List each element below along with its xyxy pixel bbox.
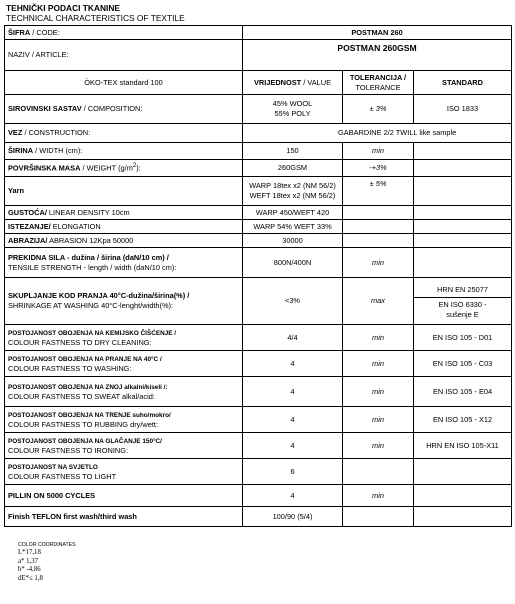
row-yarn	[5, 177, 512, 206]
rubbing-tolerance: min	[343, 407, 414, 433]
weight-label: POVRŠINSKA MASA / WEIGHT $(g/m^2)$:	[5, 160, 243, 177]
sweat-tolerance: min	[343, 377, 414, 407]
pilling-tolerance: min	[343, 485, 414, 507]
row-abrasion	[5, 234, 512, 248]
ironing-standard: HRN EN ISO 105-X11	[414, 433, 512, 459]
row-pilling	[5, 485, 512, 507]
tensile-tolerance: min	[343, 248, 414, 278]
washing-standard: EN ISO 105 - C03	[414, 351, 512, 377]
standard-header: STANDARD	[414, 71, 512, 95]
oeko-tex-header: ÖKO-TEX standard 100	[5, 71, 243, 95]
color-coordinates	[18, 542, 76, 583]
ironing-value: 4	[243, 433, 343, 459]
width-label: ŠIRINA / WIDTH (cm):	[5, 143, 243, 160]
yarn-value: WARP 18tex x2 (NM 56/2) WEFT 18tex x2 (NM 56/2)	[243, 177, 343, 206]
dry-cleaning-standard: EN ISO 105 - D01	[414, 325, 512, 351]
article-value: POSTMAN 260GSM	[337, 43, 417, 53]
washing-value: 4	[243, 351, 343, 377]
teflon-value: 100/90 (5/4)	[243, 507, 343, 527]
row-shrinkage	[5, 278, 512, 325]
row-light	[5, 459, 512, 485]
code-value: POSTMAN 260	[243, 26, 512, 40]
light-value: 6	[243, 459, 343, 485]
row-composition	[5, 95, 512, 124]
weight-tolerance: -+3%	[343, 160, 414, 177]
row-density	[5, 206, 512, 220]
dry-cleaning-tolerance: min	[343, 325, 414, 351]
ironing-tolerance: min	[343, 433, 414, 459]
weight-value: 260GSM	[243, 160, 343, 177]
shrinkage-value: <3%	[243, 278, 343, 325]
row-width	[5, 143, 512, 160]
construction-label: VEZ / CONSTRUCTION:	[5, 124, 243, 143]
composition-label: SIROVINSKI SASTAV / COMPOSITION:	[5, 95, 243, 124]
rubbing-value: 4	[243, 407, 343, 433]
shrinkage-tolerance: max	[343, 278, 414, 325]
article-label: NAZIV / ARTICLE:	[5, 40, 243, 71]
title-english: TECHNICAL CHARACTERISTICS OF TEXTILE	[6, 13, 185, 23]
row-ironing	[5, 433, 512, 459]
tensile-value: 800N/400N	[243, 248, 343, 278]
row-rubbing	[5, 407, 512, 433]
sweat-standard: EN ISO 105 - E04	[414, 377, 512, 407]
elongation-value: WARP 54% WEFT 33%	[243, 220, 343, 234]
density-value: WARP 450/WEFT 420	[243, 206, 343, 220]
sweat-value: 4	[243, 377, 343, 407]
row-washing	[5, 351, 512, 377]
color-coordinate-b: b* -4,86	[18, 566, 41, 574]
row-tensile	[5, 248, 512, 278]
washing-label: POSTOJANOST OBOJENJA NA PRANJE NA 40°C / COLOUR FASTNESS TO WASHING:	[5, 351, 243, 377]
row-code	[5, 26, 512, 40]
washing-tolerance: min	[343, 351, 414, 377]
color-coordinates-heading: COLOR COORDINATES	[18, 542, 76, 548]
color-coordinate-de: dE*≤ 1,8	[18, 574, 43, 582]
sweat-label: POSTOJANOST OBOJENJA NA ZNOJ alkalni/kiseli /: COLOUR FASTNESS TO SWEAT alkal/acid:	[5, 377, 243, 407]
row-elongation	[5, 220, 512, 234]
row-construction	[5, 124, 512, 143]
row-sweat	[5, 377, 512, 407]
color-coordinate-a: a* 1,37	[18, 557, 39, 565]
rubbing-standard: EN ISO 105 - X12	[414, 407, 512, 433]
row-article	[5, 40, 512, 71]
abrasion-value: 30000	[243, 234, 343, 248]
ironing-label: POSTOJANOST OBOJENJA NA GLAČANJE 150°C/ COLOUR FASTNESS TO IRONING:	[5, 433, 243, 459]
dry-cleaning-label: POSTOJANOST OBOJENJA NA KEMIJSKO ČIŠĆENJE / COLOUR FASTNESS TO DRY CLEANING:	[5, 325, 243, 351]
width-value: 150	[243, 143, 343, 160]
composition-standard: ISO 1833	[414, 95, 512, 124]
rubbing-label: POSTOJANOST OBOJENJA NA TRENJE suho/mokro/ COLOUR FASTNESS TO RUBBING dry/wett:	[5, 407, 243, 433]
elongation-label: ISTEZANJE/ ELONGATION	[5, 220, 243, 234]
row-weight	[5, 160, 512, 177]
row-column-headers	[5, 71, 512, 95]
pilling-label: PILLIN ON 5000 CYCLES	[5, 485, 243, 507]
density-label: GUSTOĆA/ LINEAR DENSITY 10cm	[5, 206, 243, 220]
pilling-value: 4	[243, 485, 343, 507]
shrinkage-standard: HRN EN 25077 EN ISO 6330 - sušenje E	[414, 278, 512, 325]
composition-tolerance: ± 3%	[343, 95, 414, 124]
abrasion-label: ABRAZIJA/ ABRASION 12Kpa 50000	[5, 234, 243, 248]
teflon-label: Finish TEFLON first wash/third wash	[5, 507, 243, 527]
light-label: POSTOJANOST NA SVJETLO COLOUR FASTNESS TO LIGHT	[5, 459, 243, 485]
construction-value: GABARDINE 2/2 TWILL like sample	[243, 124, 512, 143]
row-teflon	[5, 507, 512, 527]
width-tolerance: min	[343, 143, 414, 160]
row-dry-cleaning	[5, 325, 512, 351]
technical-table	[4, 25, 512, 527]
yarn-tolerance: ± 5%	[343, 177, 414, 206]
color-coordinate-l: L*17,18	[18, 549, 41, 556]
tolerance-header: TOLERANCIJA / TOLERANCE	[343, 71, 414, 95]
title-local: TEHNIČKI PODACI TKANINE	[6, 3, 120, 13]
dry-cleaning-value: 4/4	[243, 325, 343, 351]
shrinkage-label: SKUPLJANJE KOD PRANJA 40°C-dužina/širina(%) / SHRINKAGE AT WASHING 40°C-lenght/width(%):	[5, 278, 243, 325]
tensile-label: PREKIDNA SILA - dužina / širina (daN/10 cm) / TENSILE STRENGTH - length / width (daN/10 cm):	[5, 248, 243, 278]
composition-value: 45% WOOL 55% POLY	[243, 95, 343, 124]
code-label: ŠIFRA / CODE:	[5, 26, 243, 40]
yarn-label: Yarn	[5, 177, 243, 206]
value-header: VRIJEDNOST / VALUE	[243, 71, 343, 95]
